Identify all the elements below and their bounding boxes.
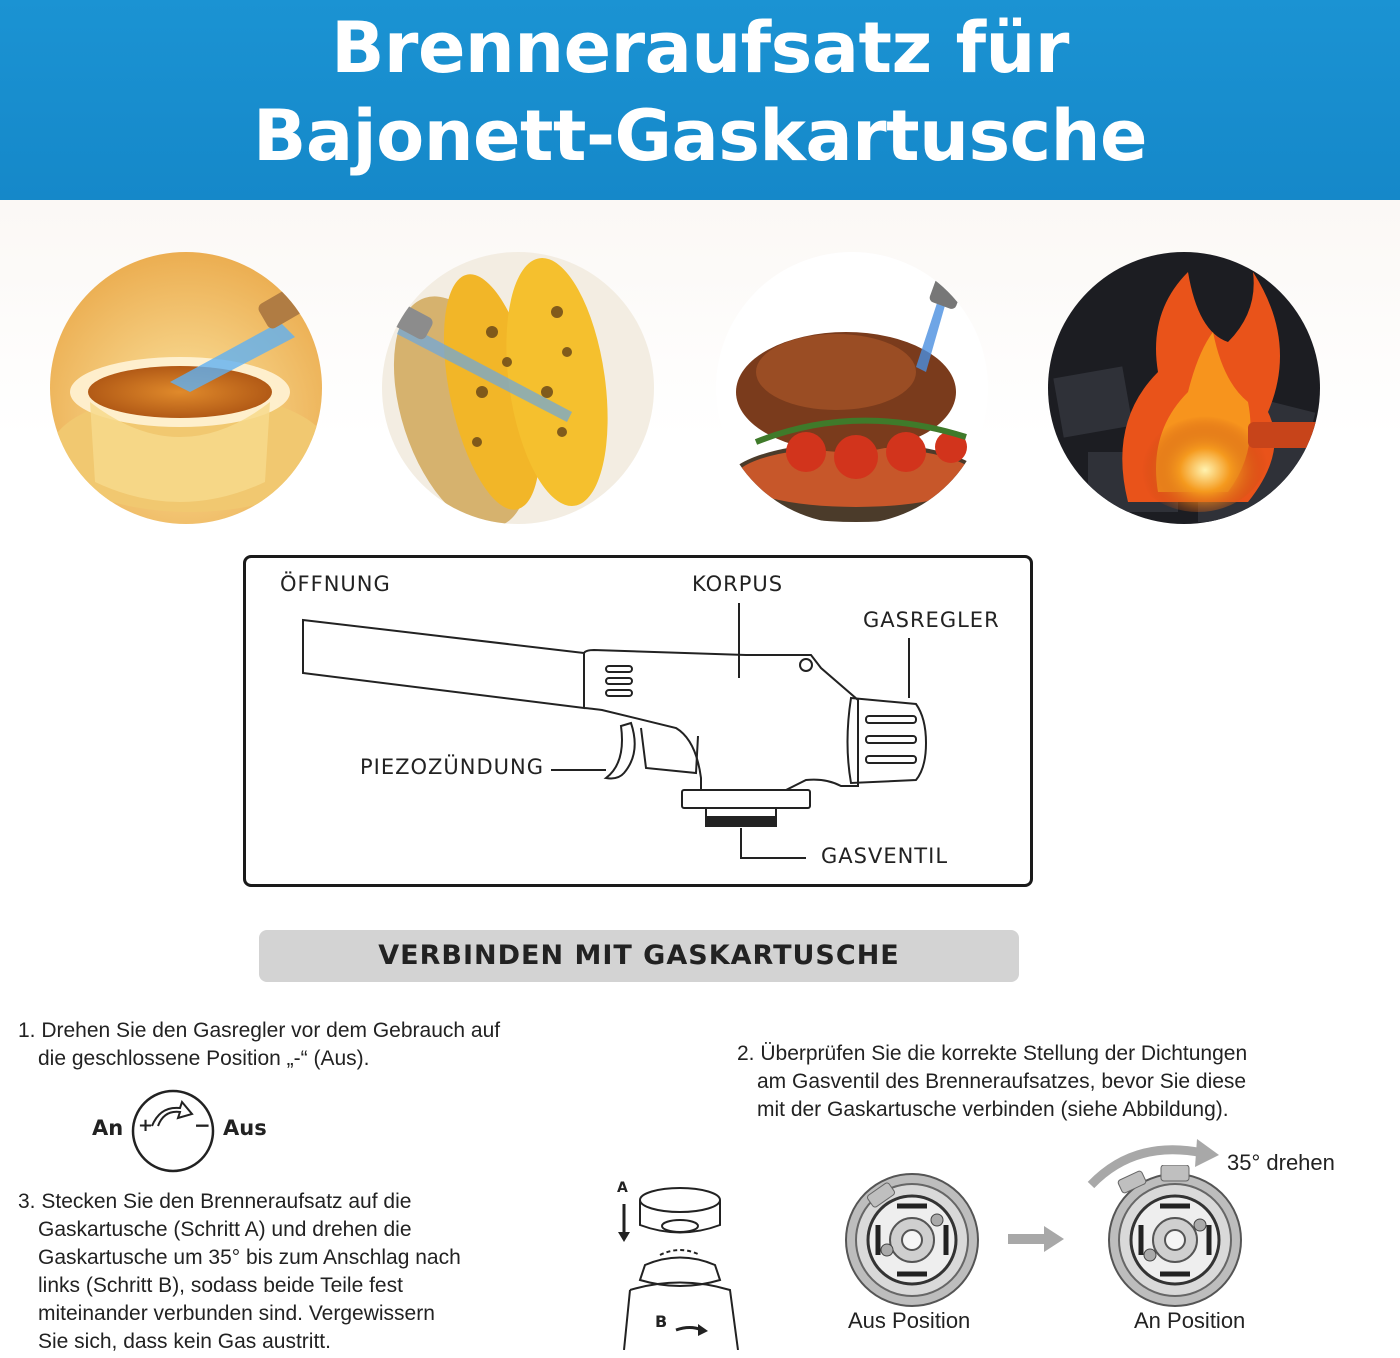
right-arrow-icon (1008, 1226, 1064, 1252)
torch-diagram (243, 555, 1033, 887)
step-2-line-3: mit der Gaskartusche verbinden (siehe Abbildung). (757, 1098, 1229, 1121)
label-oeffnung: ÖFFNUNG (280, 572, 391, 596)
cartridge-attach-drawing (600, 1180, 760, 1350)
aus-position-caption: Aus Position (848, 1308, 971, 1333)
aus-position-valve-icon (842, 1170, 982, 1310)
title-line-2: Bajonett-Gaskartusche (253, 95, 1147, 177)
knob-on-label: An (92, 1116, 124, 1140)
photo-row (0, 200, 1400, 540)
step-2-line-2: am Gasventil des Brenneraufsatzes, bevor Sie diese (757, 1070, 1247, 1093)
label-gasventil: GASVENTIL (821, 844, 949, 868)
step-b-label: B (655, 1312, 668, 1331)
step-2-text (737, 1040, 1247, 1124)
knob-plus-sign: + (138, 1115, 154, 1136)
label-korpus: KORPUS (692, 572, 784, 596)
rotate-label: 35° drehen (1227, 1150, 1335, 1175)
label-gasregler: GASREGLER (863, 608, 1000, 632)
step-1-line-2: die geschlossene Position „-“ (Aus). (38, 1047, 370, 1070)
knob-minus-sign: − (194, 1113, 211, 1137)
roast-meat-photo (716, 252, 988, 524)
step-1-line-1: 1. Drehen Sie den Gasregler vor dem Gebrauch auf (18, 1019, 501, 1042)
step-2-line-1: 2. Überprüfen Sie die korrekte Stellung der Dichtungen (737, 1042, 1248, 1065)
header-banner (0, 0, 1400, 200)
step-3-line-1: 3. Stecken Sie den Brenneraufsatz auf die (18, 1190, 412, 1213)
creme-brulee-photo (50, 252, 322, 524)
label-piezo: PIEZOZÜNDUNG (360, 755, 545, 779)
step-3-text (18, 1188, 461, 1356)
rotate-arrow-icon (1085, 1135, 1225, 1190)
step-3-line-6: Sie sich, dass kein Gas austritt. (38, 1330, 331, 1353)
section-title: VERBINDEN MIT GASKARTUSCHE (259, 930, 1019, 982)
step-3-line-3: Gaskartusche um 35° bis zum Anschlag nach (38, 1246, 461, 1269)
step-3-line-4: links (Schritt B), sodass beide Teile fest (38, 1274, 403, 1297)
title-line-1: Brenneraufsatz für (331, 7, 1069, 89)
knob-off-label: Aus (223, 1116, 267, 1140)
grilled-corn-photo (382, 252, 654, 524)
an-position-caption: An Position (1134, 1308, 1246, 1333)
step-3-line-5: miteinander verbunden sind. Vergewissern (38, 1302, 435, 1325)
step-a-label: A (617, 1180, 628, 1196)
charcoal-fire-photo (1048, 252, 1320, 524)
step-3-line-2: Gaskartusche (Schritt A) und drehen die (38, 1218, 412, 1241)
step-1-text (18, 1017, 500, 1073)
